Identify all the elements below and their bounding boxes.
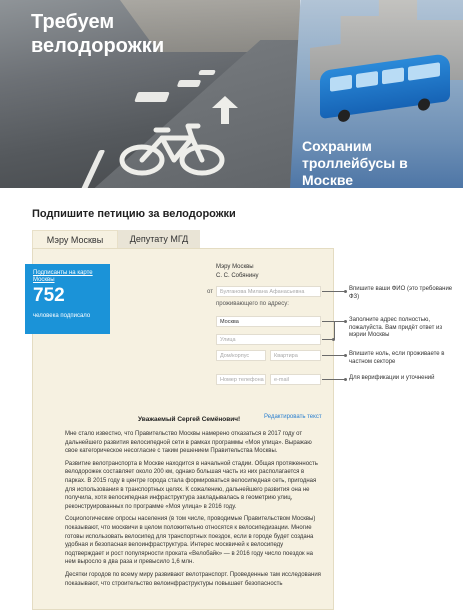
address-hint: Заполните адрес полностью, пожалуйста. Вам придёт ответ из мэрии Москвы: [349, 317, 443, 338]
house-field[interactable]: Дом/корпус: [216, 350, 266, 361]
phone-field[interactable]: Номер телефона: [216, 374, 266, 385]
from-label: от: [207, 289, 213, 295]
trolleybus-title: Сохраним троллейбусы в Москве: [302, 138, 408, 188]
road-marking: [198, 70, 216, 75]
letter-paragraph: Мне стало известно, что Правительство Москвы намерено отказаться в 2017 году от дальнейшего развития велосипедной сети в рамках программы «Моя улица». Выражаю свое категорическое несогласие с таким решением Правительства Москвы.: [65, 431, 312, 455]
hint-bracket: [334, 321, 335, 339]
full-name-field[interactable]: Булганова Милана Афанасьевна: [216, 286, 321, 297]
hint-leader: [322, 355, 346, 356]
signers-count: 752: [33, 285, 65, 306]
road-marking: [177, 80, 202, 87]
letter-greeting: Уважаемый Сергей Семёнович!: [138, 416, 241, 423]
hint-leader: [322, 291, 346, 292]
contacts-hint: Для верификации и уточнений: [349, 375, 435, 381]
hint-leader: [322, 379, 346, 380]
city-field[interactable]: Москва: [216, 316, 321, 327]
hint-leader: [322, 339, 334, 340]
signers-map-link[interactable]: Подписанты на карте Москвы: [33, 270, 93, 283]
street-field[interactable]: Улица: [216, 334, 321, 345]
petition-title: Подпишите петицию за велодорожки: [32, 208, 236, 220]
addressee-line: Мэру Москвы: [216, 264, 254, 270]
apartment-hint: Впишите ноль, если проживаете в частном секторе: [349, 351, 445, 365]
edit-text-link[interactable]: Редактировать текст: [264, 414, 322, 420]
signers-sublabel: человека подписало: [33, 313, 91, 319]
apartment-field[interactable]: Квартира: [270, 350, 321, 361]
tab-deputy[interactable]: Депутату МГД: [118, 230, 200, 248]
address-label: проживающего по адресу:: [216, 301, 289, 307]
bicycle-icon: [118, 118, 228, 178]
hero-banner: [0, 0, 463, 188]
letter-paragraph: Социологические опросы населения (в том числе, проводимые Правительством Москвы) показывают, что москвичи в целом положительно относятся к велосипедизации. Многие готовы использовать велосипед для транспортных поездок, если в городе будет создана удобная и безопасная велоинфраструктура. Интерес москвичей к велосипеду подтверждает и рост популярности проката «Велобайк» — в 2016 году число поездок на нем выросло в два раза и превысило 1,6 млн.: [65, 516, 316, 566]
letter-paragraph: Развитие велотранспорта в Москве находится в начальной стадии. Общая протяженность велодорожек составляет около 200 км, однако большая часть из них располагается в парках. В 2015 году в центре города стала формироваться велосипедная сеть, пригодная для использования в транспортных целях. К сожалению, дальнейшего развития она не получила, хотя велосипедная инфраструктура закладывалась в геометрию улиц, реконструированных по программе «Моя улица» в 2016 году.: [65, 460, 318, 510]
letter-paragraph: Десятки городов по всему миру развивают велотранспорт. Проведенные там исследования показывают, что строительство велоинфраструктуры повышает безопасность: [65, 571, 321, 587]
arrow-up-icon: [212, 96, 238, 124]
bike-lane-banner[interactable]: [0, 0, 300, 188]
tab-mayor[interactable]: Мэру Москвы: [32, 230, 118, 249]
addressee-line: С. С. Собянину: [216, 273, 259, 279]
addressee: [216, 263, 259, 281]
signers-counter[interactable]: [25, 264, 110, 334]
name-hint: Впишите ваши ФИО (это требование ФЗ): [349, 286, 453, 300]
email-field[interactable]: e-mail: [270, 374, 321, 385]
road-marking: [134, 92, 170, 102]
bike-lane-title: Требуем велодорожки: [31, 11, 165, 57]
letter-body: [65, 430, 323, 592]
